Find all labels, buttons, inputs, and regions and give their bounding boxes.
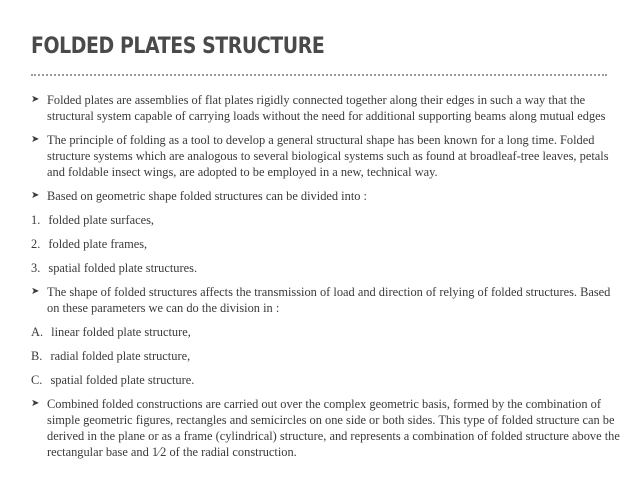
dotted-divider xyxy=(31,74,607,76)
list-item-text: spatial folded plate structure. xyxy=(50,373,195,387)
page-title: FOLDED PLATES STRUCTURE xyxy=(31,34,325,59)
list-item-bullet xyxy=(31,188,623,204)
list-item-numbered xyxy=(31,212,623,228)
list-item-text: folded plate surfaces, xyxy=(48,213,155,227)
list-item-bullet xyxy=(31,132,623,180)
arrowhead-icon: ➤ xyxy=(31,134,40,145)
list-item-text: The principle of folding as a tool to develop a general structural shape has been known for a long time. Folded structure systems which are analogous to several biological systems such as found at broadleaf-tree leaves, petals and foldable insect wings, are adopted to be employed in a new, technical way. xyxy=(47,133,609,179)
slide-content xyxy=(31,92,623,468)
list-item-text: Combined folded constructions are carried out over the complex geometric basis, formed by the combination of simple geometric figures, rectangles and semicircles on one side or both sides. This type of folded structure can be derived in the plane or as a frame (cylindrical) structure, and represents a combination of folded structure above the rectangular base and 1⁄2 of the radial construction. xyxy=(47,397,620,459)
list-item-text: Folded plates are assemblies of flat plates rigidly connected together along their edges in such a way that the structural system capable of carrying loads without the need for additional supporting beams along mutual edges xyxy=(47,93,606,123)
list-item-numbered xyxy=(31,236,623,252)
list-letter: B. xyxy=(31,349,43,363)
list-item-numbered xyxy=(31,372,623,388)
list-letter: C. xyxy=(31,373,43,387)
arrowhead-icon: ➤ xyxy=(31,398,40,409)
arrowhead-icon: ➤ xyxy=(31,94,40,105)
list-item-text: linear folded plate structure, xyxy=(51,325,191,339)
list-item-numbered xyxy=(31,260,623,276)
list-item-text: The shape of folded structures affects the transmission of load and direction of relying of folded structures. Based on these parameters we can do the division in : xyxy=(47,285,611,315)
list-item-text: folded plate frames, xyxy=(48,237,148,251)
list-item-text: spatial folded plate structures. xyxy=(48,261,198,275)
list-item-text: radial folded plate structure, xyxy=(50,349,191,363)
list-number: 2. xyxy=(31,237,41,251)
list-item-bullet xyxy=(31,396,623,460)
list-item-bullet xyxy=(31,92,623,124)
list-number: 1. xyxy=(31,213,41,227)
list-letter: A. xyxy=(31,325,44,339)
list-item-numbered xyxy=(31,348,623,364)
list-item-text: Based on geometric shape folded structures can be divided into : xyxy=(47,189,367,203)
list-item-numbered xyxy=(31,324,623,340)
arrowhead-icon: ➤ xyxy=(31,286,40,297)
arrowhead-icon: ➤ xyxy=(31,190,40,201)
list-item-bullet xyxy=(31,284,623,316)
list-number: 3. xyxy=(31,261,41,275)
